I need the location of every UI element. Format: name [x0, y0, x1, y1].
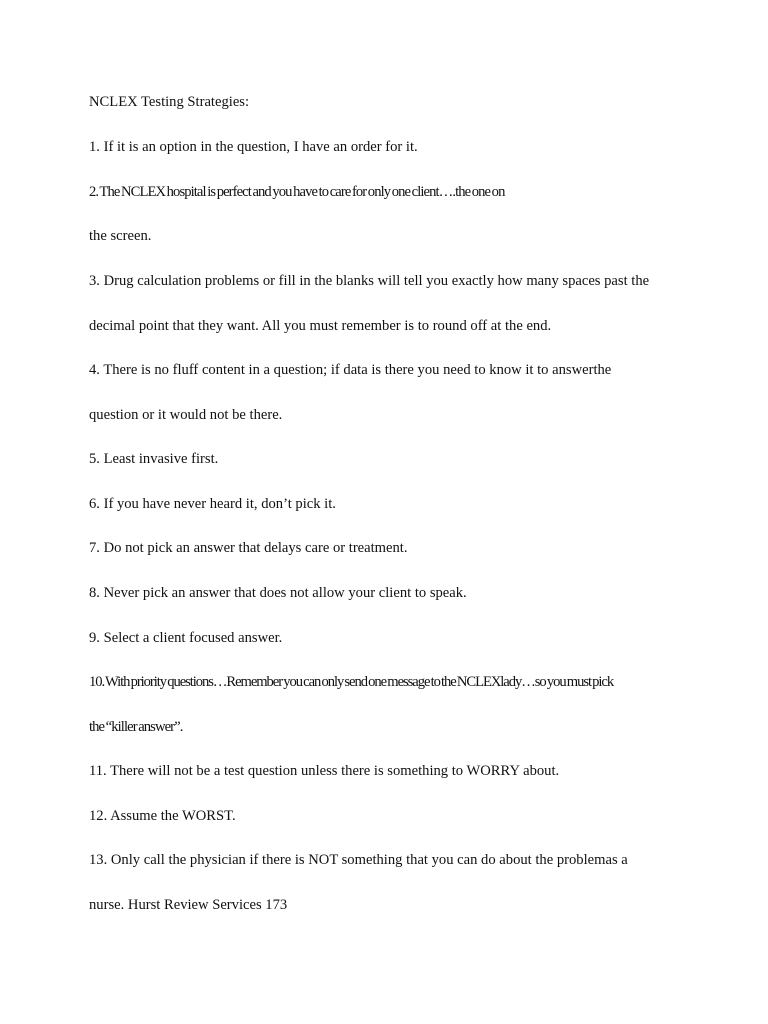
strategy-line-6: 6. If you have never heard it, don’t pick it. — [89, 496, 336, 512]
strategy-line-7: 7. Do not pick an answer that delays care or treatment. — [89, 540, 408, 556]
strategy-line-4: 4. There is no fluff content in a question; if data is there you need to know it to answerthe — [89, 362, 612, 378]
strategy-line-10-continued: the “killer answer”. — [89, 719, 183, 735]
strategy-line-13: 13. Only call the physician if there is NOT something that you can do about the problemas a — [89, 852, 628, 868]
strategy-line-2: 2. The NCLEX hospital is perfect and you have to care for only one client….the one on — [89, 184, 505, 200]
strategy-line-3-continued: decimal point that they want. All you must remember is to round off at the end. — [89, 318, 552, 334]
strategy-line-13-continued: nurse. Hurst Review Services 173 — [89, 897, 288, 913]
strategy-line-10: 10. With priority questions…Remember you can only send one message to the NCLEXlady…so you must pick — [89, 674, 614, 690]
document-title: NCLEX Testing Strategies: — [89, 94, 250, 110]
strategy-line-4-continued: question or it would not be there. — [89, 407, 283, 423]
strategy-line-1: 1. If it is an option in the question, I have an order for it. — [89, 139, 418, 155]
strategy-line-2-continued: the screen. — [89, 228, 152, 244]
strategy-line-5: 5. Least invasive first. — [89, 451, 219, 467]
strategy-line-11: 11. There will not be a test question unless there is something to WORRY about. — [89, 763, 560, 779]
strategy-line-3: 3. Drug calculation problems or fill in the blanks will tell you exactly how many spaces past the — [89, 273, 650, 289]
strategy-line-8: 8. Never pick an answer that does not allow your client to speak. — [89, 585, 467, 601]
strategy-line-9: 9. Select a client focused answer. — [89, 630, 283, 646]
strategy-line-12: 12. Assume the WORST. — [89, 808, 236, 824]
